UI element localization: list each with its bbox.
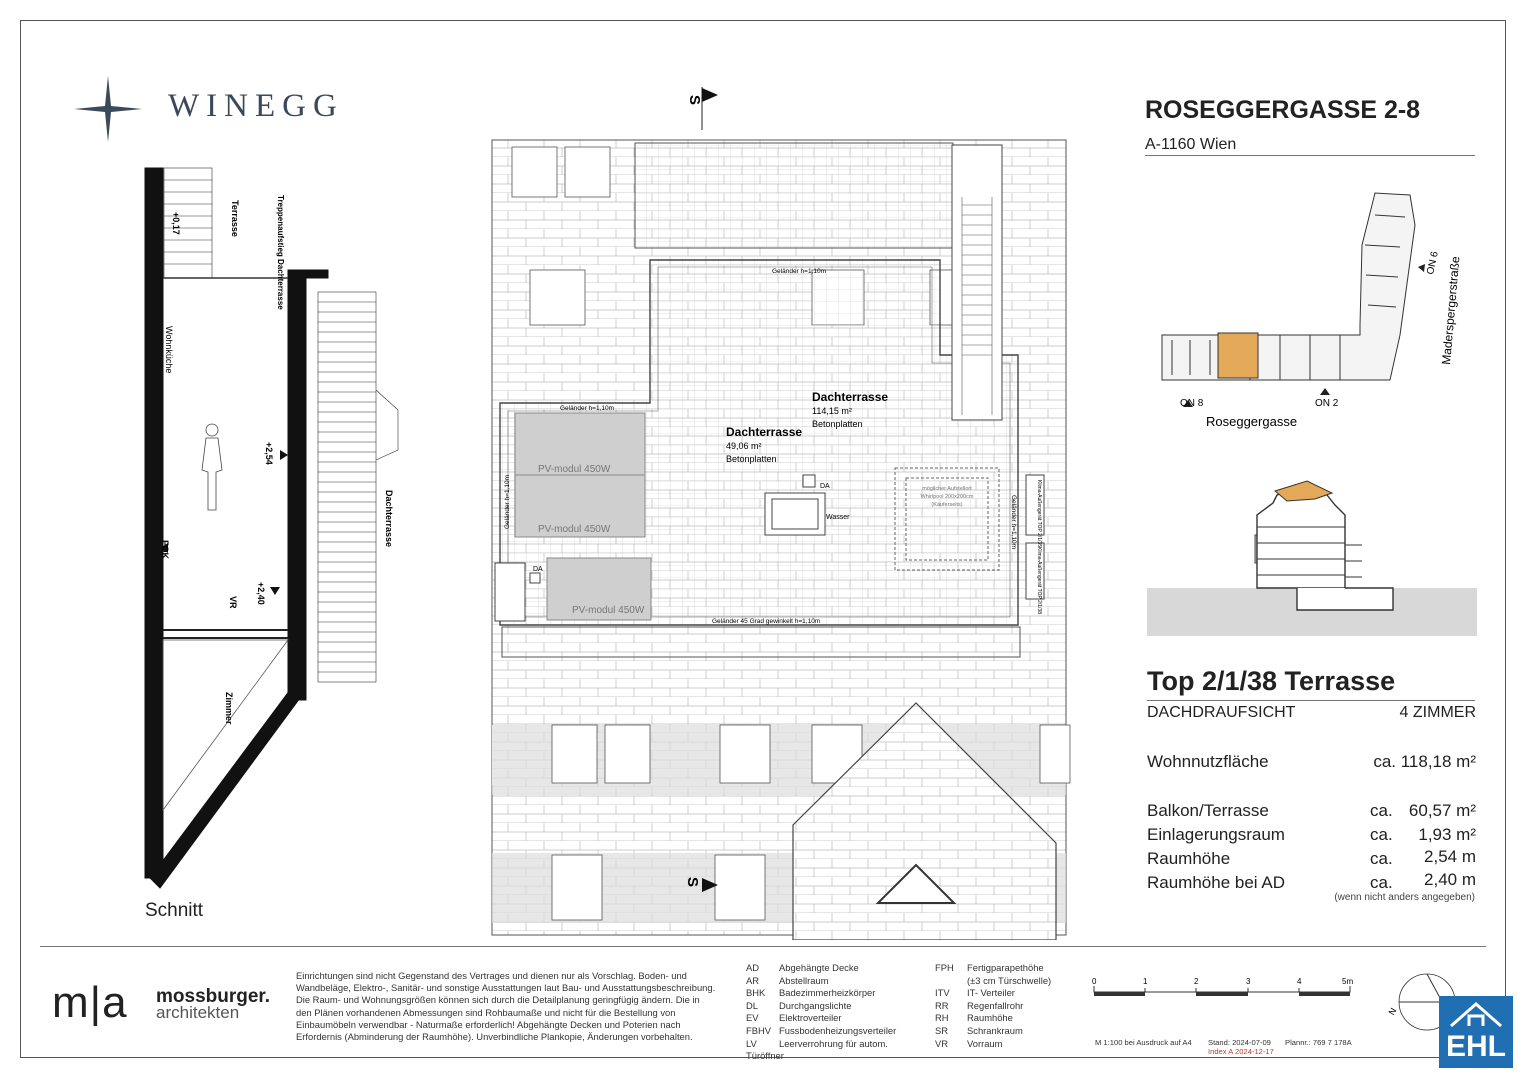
- railing-label: Geländer 45 Grad gewinkelt h=1,10m: [712, 618, 821, 625]
- plan-type: DACHDRAUFSICHT: [1147, 704, 1296, 721]
- divider: [1145, 155, 1475, 156]
- scale-tick: 2: [1194, 977, 1199, 986]
- architect-subname: architekten: [156, 1003, 240, 1022]
- ehl-text: EHL: [1446, 1030, 1506, 1063]
- pv-module-label: PV-modul 450W: [538, 464, 611, 475]
- level-label: +2,40: [256, 582, 266, 605]
- level-label: +2,54: [264, 442, 274, 465]
- divider: [1147, 700, 1475, 701]
- unit-title: Top 2/1/38 Terrasse: [1147, 666, 1396, 696]
- abbr-row: ITV IT- Verteiler: [935, 987, 1015, 999]
- area-value: ca. 118,18 m²: [1373, 752, 1476, 771]
- scale-tick: 1: [1143, 977, 1148, 986]
- street-bottom: Roseggergasse: [1206, 414, 1298, 429]
- abbr-row: DL Durchgangslichte: [746, 999, 852, 1011]
- area-label: Raumhöhe bei AD: [1147, 873, 1285, 892]
- abbr-row: LV Leerverrohrung für autom. Türöffner: [746, 1037, 888, 1062]
- areas-note: (wenn nicht anders angegeben): [1334, 892, 1475, 903]
- abbr-row: BHK Badezimmerheizkörper: [746, 987, 876, 999]
- person-figure: [202, 424, 222, 510]
- abbr-row: RH Raumhöhe: [935, 1012, 1013, 1024]
- whirlpool-note: Whirlpool 200x200cm: [920, 494, 974, 500]
- area-label: Raumhöhe: [1147, 849, 1231, 868]
- railing-label: Geländer h=1,10m: [560, 405, 615, 412]
- pv-module-label: PV-modul 450W: [572, 605, 645, 616]
- abbr-row: SR Schrankraum: [935, 1024, 1023, 1036]
- street-right: Maderspergerstraße: [1439, 255, 1463, 366]
- plan-number: Plannr.: 769 7 178A: [1285, 1038, 1352, 1047]
- section-label: FOK: [160, 540, 170, 559]
- abbr-row: AD Abgehängte Decke: [746, 962, 859, 973]
- address-city: A-1160 Wien: [1145, 136, 1237, 153]
- site-label-on8: ON 8: [1180, 398, 1204, 409]
- house-icon: [1439, 998, 1513, 1032]
- scale-note: M 1:100 bei Ausdruck auf A4: [1095, 1038, 1192, 1047]
- roof-plan: [490, 85, 1076, 940]
- section-label: Wohnküche: [164, 326, 174, 374]
- index-date: Index A 2024-12-17: [1208, 1047, 1274, 1056]
- abbreviation-list-right: [935, 962, 1075, 1050]
- footer-divider: [40, 946, 1486, 947]
- site-label-on2: ON 2: [1315, 398, 1339, 409]
- railing-label: Geländer h=1,10m: [772, 268, 827, 275]
- area-prefix: ca.: [1370, 849, 1393, 868]
- abbr-row: RR Regenfallrohr: [935, 999, 1024, 1011]
- ehl-logo: [1439, 996, 1513, 1068]
- section-label: Dachterrasse: [384, 490, 394, 548]
- section-label: Treppenaufstieg Dachterrasse: [276, 195, 285, 310]
- section-title: Schnitt: [145, 900, 204, 921]
- stand-date: Stand: 2024-07-09: [1208, 1038, 1271, 1047]
- disclaimer: Einrichtungen sind nicht Gegenstand des Vertrages und dienen nur als Vorschlag. Boden- und Wandbeläge, Elektro-, Sanitär- und sonstige Ausstattungen laut Bau- und Ausstattungsbeschreibung. Die Raum- und Wohnungsgrößen können sich durch die Detailplanung geringfügig ändern. Die in den Plänen vorhandenen Abmessungen sind Rohbaumaße und nicht für die Bestellung von Einbaumöbeln verwendbar - Naturmaße erforderlich! Abgehängte Decken und Poterien nach Erfordernis (Abminderung der Raumhöhe). Unverbindliche Plankopie, Änderungen vorbehalten.: [296, 970, 716, 1043]
- area-value: 1,93 m²: [1418, 825, 1476, 844]
- area-prefix: ca.: [1370, 801, 1393, 820]
- section-mark-top: S: [686, 95, 703, 106]
- scale-tick: 4: [1297, 977, 1302, 986]
- abbr-row: (±3 cm Türschwelle): [967, 974, 1052, 986]
- winegg-star-icon: [72, 74, 144, 144]
- terrace-area: 49,06 m²: [726, 441, 762, 451]
- svg-text:N: N: [1386, 1006, 1399, 1017]
- level-label: +0,17: [171, 212, 181, 235]
- area-value: 60,57 m²: [1408, 801, 1476, 820]
- site-label-on6: ON 6: [1425, 250, 1441, 276]
- address-title: ROSEGGERGASSE 2-8: [1145, 96, 1421, 124]
- section-mark-bottom: S: [684, 877, 701, 888]
- scale-tick: 3: [1246, 977, 1251, 986]
- klima-label: Klima-Außengerät TOP 2/1/35: [1036, 480, 1042, 547]
- water-label: Wasser: [826, 514, 850, 521]
- abbr-row: AR Abstellraum: [746, 974, 829, 986]
- scale-bar: [1088, 974, 1358, 1004]
- site-plan: [1150, 185, 1480, 435]
- brand-logo: WINEGG: [168, 88, 344, 124]
- terrace-title: Dachterrasse: [726, 425, 803, 439]
- abbr-row: VR Vorraum: [935, 1037, 1003, 1049]
- railing-label: Geländer h=1,10m: [504, 474, 511, 529]
- scale-tick: 5m: [1342, 977, 1354, 986]
- whirlpool-note: möglicher Aufstellort: [922, 486, 972, 492]
- terrace-material: Betonplatten: [812, 419, 863, 429]
- da-label: DA: [533, 566, 543, 573]
- scale-tick: 0: [1092, 977, 1097, 986]
- architect-logo: m|a: [52, 978, 128, 1027]
- section-thumbnail: [1147, 475, 1477, 637]
- pv-module-label: PV-modul 450W: [538, 524, 611, 535]
- terrace-material: Betonplatten: [726, 454, 777, 464]
- abbreviation-list-left: [746, 962, 926, 1063]
- abbr-row: FPH Fertigparapethöhe: [935, 962, 1044, 973]
- section-drawing: [140, 160, 410, 900]
- area-label: Wohnnutzfläche: [1147, 752, 1269, 771]
- section-label: Terrasse: [230, 200, 240, 237]
- area-label: Einlagerungsraum: [1147, 825, 1285, 844]
- area-prefix: ca.: [1370, 825, 1393, 844]
- terrace-area: 114,15 m²: [812, 406, 852, 416]
- room-count: 4 ZIMMER: [1399, 704, 1476, 721]
- abbr-row: FBHV Fussbodenheizungsverteiler: [746, 1024, 897, 1036]
- klima-label: Klima-Außengerät TOP 2/1/38: [1036, 547, 1042, 614]
- whirlpool-note: (Käuferseits): [931, 502, 963, 508]
- da-label: DA: [820, 483, 830, 490]
- area-value: 2,54 m: [1424, 847, 1476, 866]
- area-label: Balkon/Terrasse: [1147, 801, 1269, 820]
- terrace-title: Dachterrasse: [812, 390, 889, 404]
- section-label: VR: [228, 596, 238, 609]
- section-label: Zimmer: [224, 692, 234, 725]
- area-prefix: ca.: [1370, 873, 1393, 892]
- area-value: 2,40 m: [1424, 870, 1476, 889]
- architect-name: mossburger.: [156, 986, 271, 1007]
- abbr-row: EV Elektroverteiler: [746, 1012, 842, 1024]
- railing-label: Geländer h=1,10m: [1010, 495, 1017, 550]
